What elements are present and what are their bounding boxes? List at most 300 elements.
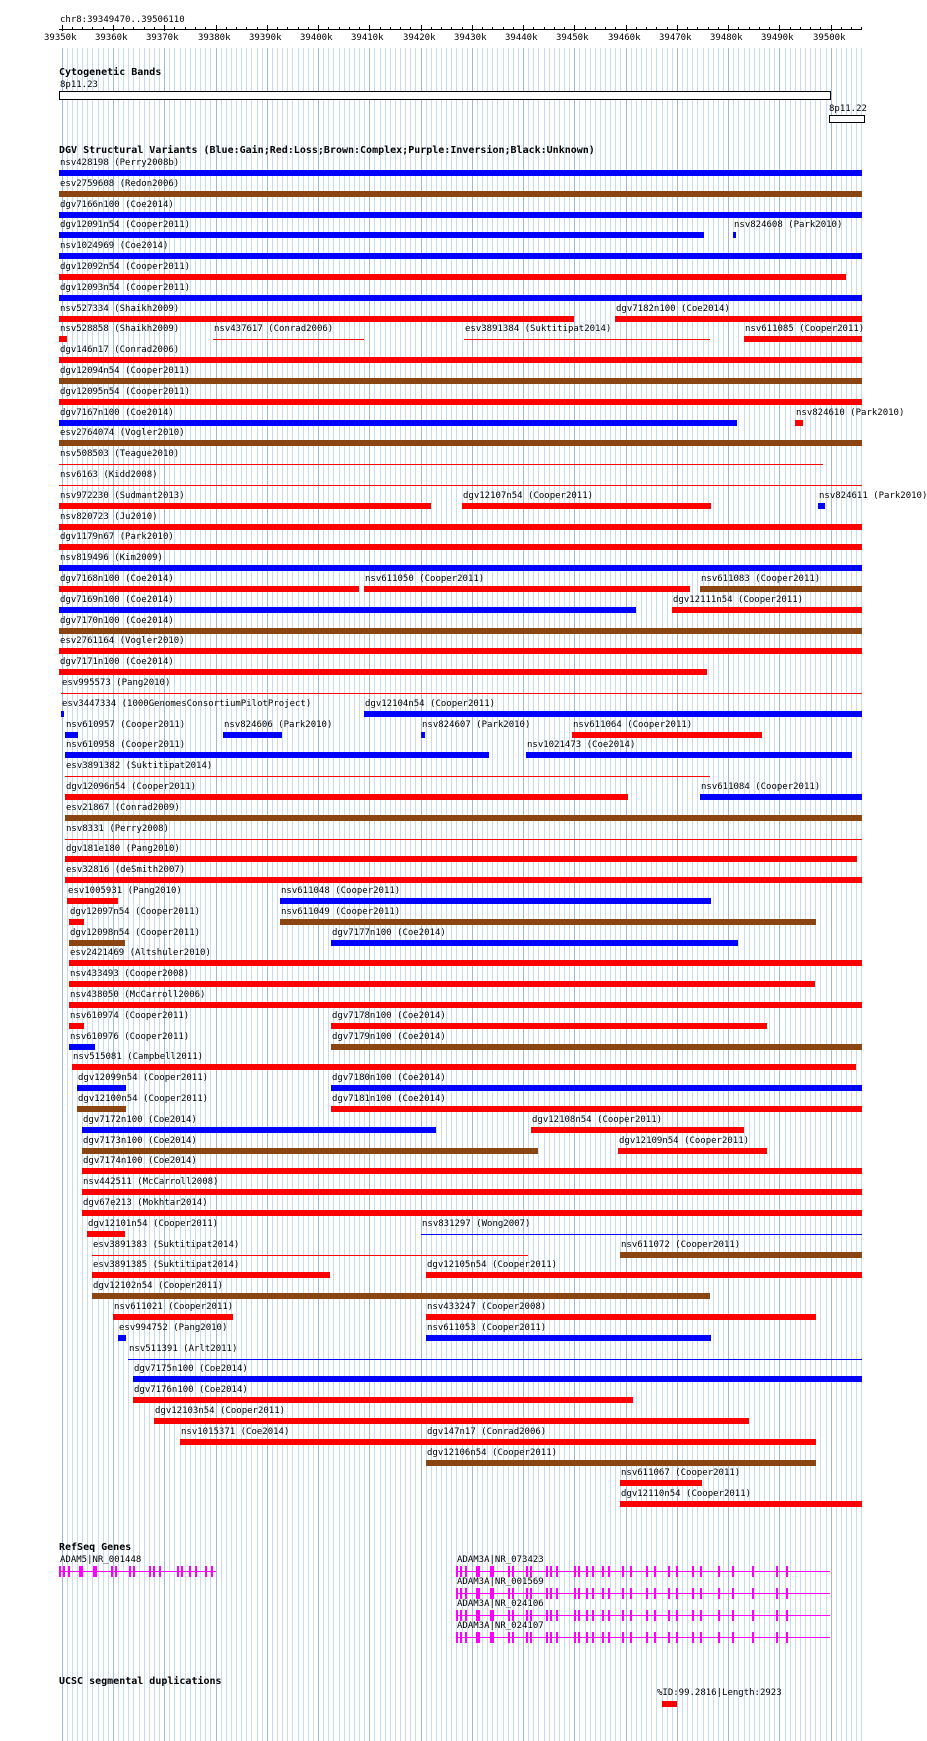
gene-exon [700, 1610, 702, 1621]
variant-label: dgv7182n100 (Coe2014) [616, 304, 730, 314]
variant-bar[interactable] [133, 1376, 862, 1382]
variant-bar[interactable] [744, 336, 862, 342]
ruler-minor-tick [349, 27, 350, 30]
variant-bar[interactable] [113, 1314, 233, 1320]
gene-exon [526, 1610, 528, 1621]
variant-bar[interactable] [92, 1255, 528, 1256]
variant-bar[interactable] [65, 815, 862, 821]
gene-exon [465, 1566, 467, 1577]
variant-bar[interactable] [82, 1148, 538, 1154]
gene-exon [646, 1566, 648, 1577]
gene-label: ADAM3A|NR_001569 [457, 1577, 544, 1587]
ruler-minor-tick [646, 27, 647, 30]
gene-exon [456, 1632, 458, 1643]
gene-exon [668, 1610, 670, 1621]
variant-label: esv2761164 (Vogler2010) [60, 636, 185, 646]
variant-bar[interactable] [59, 295, 862, 301]
variant-label: nsv972230 (Sudmant2013) [60, 491, 185, 501]
ruler-label: 39420k [403, 33, 436, 43]
gene-exon [465, 1588, 467, 1599]
ruler-label: 39350k [44, 33, 77, 43]
variant-bar[interactable] [59, 232, 704, 238]
variant-label: esv1005931 (Pang2010) [68, 886, 182, 896]
variant-bar[interactable] [65, 839, 862, 840]
variant-label: dgv146n17 (Conrad2006) [60, 345, 180, 355]
variant-label: dgv7170n100 (Coe2014) [60, 616, 174, 626]
gene-exon [492, 1566, 494, 1577]
ruler-minor-tick [533, 27, 534, 30]
variant-bar[interactable] [672, 607, 862, 613]
variant-label: esv2421469 (Altshuler2010) [70, 948, 211, 958]
ruler-label: 39360k [95, 33, 128, 43]
variant-bar[interactable] [82, 1168, 862, 1174]
gene-exon [630, 1610, 632, 1621]
variant-bar[interactable] [620, 1252, 862, 1258]
gene-label: ADAM3A|NR_073423 [457, 1555, 544, 1565]
variant-bar[interactable] [77, 1106, 126, 1112]
variant-label: nsv433493 (Cooper2008) [70, 969, 190, 979]
variant-label: dgv12107n54 (Cooper2011) [463, 491, 594, 501]
gene-exon [530, 1566, 532, 1577]
gene-exon [578, 1632, 580, 1643]
variant-label: dgv12106n54 (Cooper2011) [427, 1448, 558, 1458]
gene-exon [630, 1566, 632, 1577]
variant-bar[interactable] [59, 274, 846, 280]
cyto-band-label-2: 8p11.22 [829, 104, 867, 114]
variant-bar[interactable] [280, 919, 816, 925]
variant-bar[interactable] [421, 732, 425, 738]
variant-bar[interactable] [61, 693, 862, 694]
ruler-minor-tick [451, 27, 452, 30]
variant-bar[interactable] [59, 170, 862, 176]
variant-label: nsv611053 (Cooper2011) [427, 1323, 547, 1333]
gene-exon [465, 1610, 467, 1621]
gene-exon [159, 1566, 161, 1577]
variant-bar[interactable] [59, 586, 359, 592]
variant-bar[interactable] [69, 960, 862, 966]
ruler-minor-tick [62, 27, 63, 30]
gene-exon [195, 1566, 197, 1577]
variant-bar[interactable] [618, 1148, 767, 1154]
gene-exon [526, 1566, 528, 1577]
variant-label: dgv67e213 (Mokhtar2014) [83, 1198, 208, 1208]
variant-bar[interactable] [61, 711, 64, 717]
gene-exon [786, 1566, 788, 1577]
gene-exon [177, 1566, 179, 1577]
variant-label: dgv7169n100 (Coe2014) [60, 595, 174, 605]
variant-bar[interactable] [421, 1234, 862, 1235]
variant-bar[interactable] [733, 232, 736, 238]
gene-exon [546, 1566, 548, 1577]
variant-bar[interactable] [620, 1480, 702, 1486]
ruler-minor-tick [513, 27, 514, 30]
variant-label: dgv7168n100 (Coe2014) [60, 574, 174, 584]
variant-bar[interactable] [59, 544, 862, 550]
variant-label: nsv611067 (Cooper2011) [621, 1468, 741, 1478]
variant-label: nsv1021473 (Coe2014) [527, 740, 636, 750]
variant-label: dgv12091n54 (Cooper2011) [60, 220, 191, 230]
variant-bar[interactable] [572, 732, 762, 738]
variant-label: nsv824611 (Park2010) [819, 491, 927, 501]
variant-label: dgv7180n100 (Coe2014) [332, 1073, 446, 1083]
variant-label: nsv528858 (Shaikh2009) [60, 324, 180, 334]
variant-bar[interactable] [280, 898, 711, 904]
ruler-minor-tick [810, 27, 811, 30]
gene-exon [776, 1610, 778, 1621]
variant-label: dgv7172n100 (Coe2014) [83, 1115, 197, 1125]
ruler-minor-tick [697, 27, 698, 30]
ruler-minor-tick [390, 27, 391, 30]
gene-exon [550, 1588, 552, 1599]
variant-label: nsv611084 (Cooper2011) [701, 782, 821, 792]
variant-label: esv3447334 (1000GenomesConsortiumPilotProject) [62, 699, 312, 709]
variant-bar[interactable] [331, 1044, 862, 1050]
ruler-minor-tick [174, 27, 175, 30]
gene-exon [59, 1566, 61, 1577]
variant-bar[interactable] [72, 1064, 856, 1070]
gene-exon [508, 1632, 510, 1643]
variant-bar[interactable] [331, 1106, 862, 1112]
gene-exon [700, 1566, 702, 1577]
variant-label: dgv12111n54 (Cooper2011) [673, 595, 804, 605]
gene-exon [456, 1588, 458, 1599]
variant-bar[interactable] [615, 316, 862, 322]
ruler-minor-tick [277, 27, 278, 30]
variant-label: nsv1024969 (Coe2014) [60, 241, 169, 251]
variant-label: esv2759608 (Redon2006) [60, 179, 180, 189]
gene-exon [700, 1588, 702, 1599]
ruler-label: 39460k [608, 33, 641, 43]
variant-label: nsv437617 (Conrad2006) [214, 324, 334, 334]
variant-bar[interactable] [795, 420, 803, 426]
gene-exon [676, 1632, 678, 1643]
variant-bar[interactable] [69, 1044, 95, 1050]
ruler-label: 39470k [659, 33, 692, 43]
variant-label: dgv147n17 (Conrad2006) [427, 1427, 547, 1437]
variant-bar[interactable] [59, 191, 862, 197]
gene-exon [676, 1566, 678, 1577]
variant-bar[interactable] [82, 1189, 862, 1195]
gene-exon [646, 1588, 648, 1599]
gene-exon [153, 1566, 155, 1577]
variant-bar[interactable] [128, 1359, 862, 1360]
variant-bar[interactable] [59, 378, 862, 384]
variant-bar[interactable] [59, 503, 431, 509]
ruler-minor-tick [82, 27, 83, 30]
gene-exon [456, 1610, 458, 1621]
gene-exon [550, 1566, 552, 1577]
variant-label: nsv438050 (McCarroll2006) [70, 990, 206, 1000]
variant-bar[interactable] [59, 316, 574, 322]
variant-label: dgv12094n54 (Cooper2011) [60, 366, 191, 376]
gene-exon [732, 1610, 734, 1621]
variant-bar[interactable] [213, 339, 364, 340]
variant-bar[interactable] [69, 1002, 862, 1008]
gene-exon [776, 1632, 778, 1643]
gene-exon [592, 1610, 594, 1621]
ruler-minor-tick [595, 27, 596, 30]
variant-label: dgv12105n54 (Cooper2011) [427, 1260, 558, 1270]
gene-exon [592, 1588, 594, 1599]
variant-bar[interactable] [364, 586, 690, 592]
variant-bar[interactable] [154, 1418, 749, 1424]
variant-bar[interactable] [59, 399, 862, 405]
ruler-minor-tick [103, 27, 104, 30]
variant-label: nsv610976 (Cooper2011) [70, 1032, 190, 1042]
variant-bar[interactable] [426, 1314, 816, 1320]
gene-label: ADAM3A|NR_024106 [457, 1599, 544, 1609]
ruler-minor-tick [410, 27, 411, 30]
gene-exon [630, 1588, 632, 1599]
gene-exon [692, 1566, 694, 1577]
variant-label: nsv824606 (Park2010) [224, 720, 333, 730]
variant-bar[interactable] [223, 732, 282, 738]
variant-bar[interactable] [69, 1023, 84, 1029]
gene-exon [530, 1610, 532, 1621]
gene-exon [550, 1610, 552, 1621]
gene-exon [700, 1632, 702, 1643]
cyto-band-1[interactable] [59, 91, 831, 100]
variant-bar[interactable] [92, 1272, 330, 1278]
variant-label: nsv820723 (Ju2010) [60, 512, 158, 522]
gene-exon [752, 1588, 754, 1599]
ruler-minor-tick [462, 27, 463, 30]
dgv-title: DGV Structural Variants (Blue:Gain;Red:Loss;Brown:Complex;Purple:Inversion;Black:Unknown) [59, 145, 595, 156]
variant-label: dgv12102n54 (Cooper2011) [93, 1281, 224, 1291]
variant-bar[interactable] [364, 711, 862, 717]
variant-label: nsv610974 (Cooper2011) [70, 1011, 190, 1021]
ruler-minor-tick [205, 27, 206, 30]
variant-bar[interactable] [59, 565, 862, 571]
variant-bar[interactable] [69, 940, 125, 946]
ruler-minor-tick [236, 27, 237, 30]
gene-exon [574, 1566, 576, 1577]
variant-bar[interactable] [331, 1023, 767, 1029]
gene-exon [81, 1566, 83, 1577]
gene-exon [492, 1632, 494, 1643]
variant-bar[interactable] [59, 485, 862, 486]
variant-bar[interactable] [331, 1085, 862, 1091]
ruler-minor-tick [841, 27, 842, 30]
variant-label: dgv12110n54 (Cooper2011) [621, 1489, 752, 1499]
variant-bar[interactable] [59, 628, 862, 634]
ruler-label: 39410k [351, 33, 384, 43]
cyto-band-2[interactable] [829, 115, 865, 123]
gene-exon [508, 1610, 510, 1621]
ruler-minor-tick [339, 27, 340, 30]
gene-exon [574, 1610, 576, 1621]
gene-exon [608, 1610, 610, 1621]
gene-exon [776, 1566, 778, 1577]
variant-bar[interactable] [59, 420, 737, 426]
variant-label: esv995573 (Pang2010) [62, 678, 171, 688]
gene-exon [586, 1588, 588, 1599]
ruler-minor-tick [482, 27, 483, 30]
variant-bar[interactable] [531, 1127, 744, 1133]
variant-bar[interactable] [59, 357, 862, 363]
variant-bar[interactable] [464, 339, 710, 340]
gene-exon [646, 1632, 648, 1643]
variant-bar[interactable] [59, 464, 823, 465]
variant-bar[interactable] [65, 856, 857, 862]
gene-exon [654, 1566, 656, 1577]
gene-exon [586, 1566, 588, 1577]
gene-exon [718, 1588, 720, 1599]
ruler-minor-tick [133, 27, 134, 30]
ruler-minor-tick [585, 27, 586, 30]
variant-label: dgv12098n54 (Cooper2011) [70, 928, 201, 938]
variant-label: nsv8331 (Perry2008) [66, 824, 169, 834]
variant-label: dgv12109n54 (Cooper2011) [619, 1136, 750, 1146]
ruler-minor-tick [574, 27, 575, 30]
variant-bar[interactable] [331, 940, 738, 946]
variant-bar[interactable] [133, 1397, 633, 1403]
variant-label: nsv515081 (Campbell2011) [73, 1052, 204, 1062]
variant-label: esv2764074 (Vogler2010) [60, 428, 185, 438]
variant-bar[interactable] [69, 981, 815, 987]
variant-bar[interactable] [59, 607, 636, 613]
gene-exon [608, 1566, 610, 1577]
gene-exon [465, 1632, 467, 1643]
variant-label: nsv831297 (Wong2007) [422, 1219, 531, 1229]
gene-exon [692, 1588, 694, 1599]
variant-label: dgv7179n100 (Coe2014) [332, 1032, 446, 1042]
variant-bar[interactable] [77, 1085, 126, 1091]
variant-bar[interactable] [118, 1335, 126, 1341]
variant-bar[interactable] [426, 1335, 711, 1341]
variant-bar[interactable] [65, 794, 628, 800]
variant-label: dgv12097n54 (Cooper2011) [70, 907, 201, 917]
variant-label: esv3891383 (Suktitipat2014) [93, 1240, 240, 1250]
gene-exon [478, 1632, 480, 1643]
variant-bar[interactable] [526, 752, 852, 758]
gene-exon [622, 1632, 624, 1643]
variant-bar[interactable] [426, 1439, 816, 1445]
variant-bar[interactable] [65, 732, 78, 738]
gene-exon [189, 1566, 191, 1577]
gene-exon [732, 1632, 734, 1643]
segdup-label: %ID:99.2816|Length:2923 [657, 1688, 782, 1698]
variant-bar[interactable] [59, 648, 862, 654]
gene-exon [692, 1632, 694, 1643]
variant-bar[interactable] [59, 524, 862, 530]
variant-label: nsv611083 (Cooper2011) [701, 574, 821, 584]
variant-bar[interactable] [92, 1293, 710, 1299]
variant-label: nsv6163 (Kidd2008) [60, 470, 158, 480]
variant-bar[interactable] [818, 503, 825, 509]
ruler-minor-tick [318, 27, 319, 30]
gene-exon [508, 1566, 510, 1577]
gene-exon [578, 1588, 580, 1599]
gene-exon [546, 1632, 548, 1643]
ruler-label: 39500k [813, 33, 846, 43]
variant-bar[interactable] [59, 336, 67, 342]
variant-bar[interactable] [65, 752, 489, 758]
variant-label: nsv442511 (McCarroll2008) [83, 1177, 219, 1187]
gene-exon [550, 1632, 552, 1643]
ruler-minor-tick [615, 27, 616, 30]
gene-exon [654, 1632, 656, 1643]
ruler-minor-tick [113, 27, 114, 30]
cyto-title: Cytogenetic Bands [59, 67, 162, 78]
gene-exon [622, 1610, 624, 1621]
variant-bar[interactable] [59, 440, 862, 446]
variant-bar[interactable] [59, 669, 707, 675]
variant-label: esv21867 (Conrad2009) [66, 803, 180, 813]
variant-label: nsv611072 (Cooper2011) [621, 1240, 741, 1250]
gene-exon [786, 1610, 788, 1621]
variant-bar[interactable] [620, 1501, 862, 1507]
ruler-minor-tick [800, 27, 801, 30]
variant-bar[interactable] [59, 212, 862, 218]
variant-label: nsv508503 (Teague2010) [60, 449, 180, 459]
ruler-label: 39450k [556, 33, 589, 43]
variant-bar[interactable] [65, 776, 710, 777]
variant-bar[interactable] [426, 1272, 862, 1278]
variant-label: dgv12093n54 (Cooper2011) [60, 283, 191, 293]
gene-exon [578, 1566, 580, 1577]
gene-label: ADAM5|NR_001448 [60, 1555, 142, 1565]
variant-label: dgv1179n67 (Park2010) [60, 532, 174, 542]
gene-exon [546, 1610, 548, 1621]
variant-label: nsv824610 (Park2010) [796, 408, 905, 418]
ruler-minor-tick [779, 27, 780, 30]
variant-label: esv994752 (Pang2010) [119, 1323, 228, 1333]
gene-exon [512, 1588, 514, 1599]
ruler-minor-tick [718, 27, 719, 30]
ruler-minor-tick [861, 27, 862, 30]
variant-bar[interactable] [82, 1210, 862, 1216]
variant-bar[interactable] [69, 919, 84, 925]
ruler-minor-tick [298, 27, 299, 30]
variant-bar[interactable] [67, 898, 118, 904]
variant-bar[interactable] [426, 1460, 816, 1466]
variant-bar[interactable] [700, 794, 862, 800]
segdup-feature[interactable] [662, 1701, 677, 1707]
ruler-minor-tick [421, 27, 422, 30]
variant-label: nsv1015371 (Coe2014) [181, 1427, 290, 1437]
gene-exon [622, 1588, 624, 1599]
gene-exon [646, 1610, 648, 1621]
ruler-minor-tick [257, 27, 258, 30]
gene-exon [732, 1588, 734, 1599]
gene-exon [602, 1632, 604, 1643]
variant-bar[interactable] [65, 877, 862, 883]
variant-label: dgv12100n54 (Cooper2011) [78, 1094, 209, 1104]
variant-bar[interactable] [700, 586, 862, 592]
variant-label: nsv610957 (Cooper2011) [66, 720, 186, 730]
ruler-minor-tick [123, 27, 124, 30]
variant-bar[interactable] [87, 1231, 125, 1237]
variant-label: dgv12101n54 (Cooper2011) [88, 1219, 219, 1229]
ruler-minor-tick [369, 27, 370, 30]
variant-label: dgv7173n100 (Coe2014) [83, 1136, 197, 1146]
variant-bar[interactable] [462, 503, 711, 509]
gene-exon [592, 1566, 594, 1577]
ruler-label: 39390k [249, 33, 282, 43]
variant-label: dgv7166n100 (Coe2014) [60, 200, 174, 210]
variant-label: dgv12104n54 (Cooper2011) [365, 699, 496, 709]
ruler-label: 39380k [198, 33, 231, 43]
gene-exon [786, 1588, 788, 1599]
ruler-minor-tick [246, 27, 247, 30]
position-label: chr8:39349470..39506110 [60, 15, 185, 25]
variant-bar[interactable] [59, 253, 862, 259]
variant-label: dgv12103n54 (Cooper2011) [155, 1406, 286, 1416]
gene-exon [752, 1610, 754, 1621]
segdup-title: UCSC segmental duplications [59, 1676, 222, 1687]
variant-bar[interactable] [82, 1127, 436, 1133]
